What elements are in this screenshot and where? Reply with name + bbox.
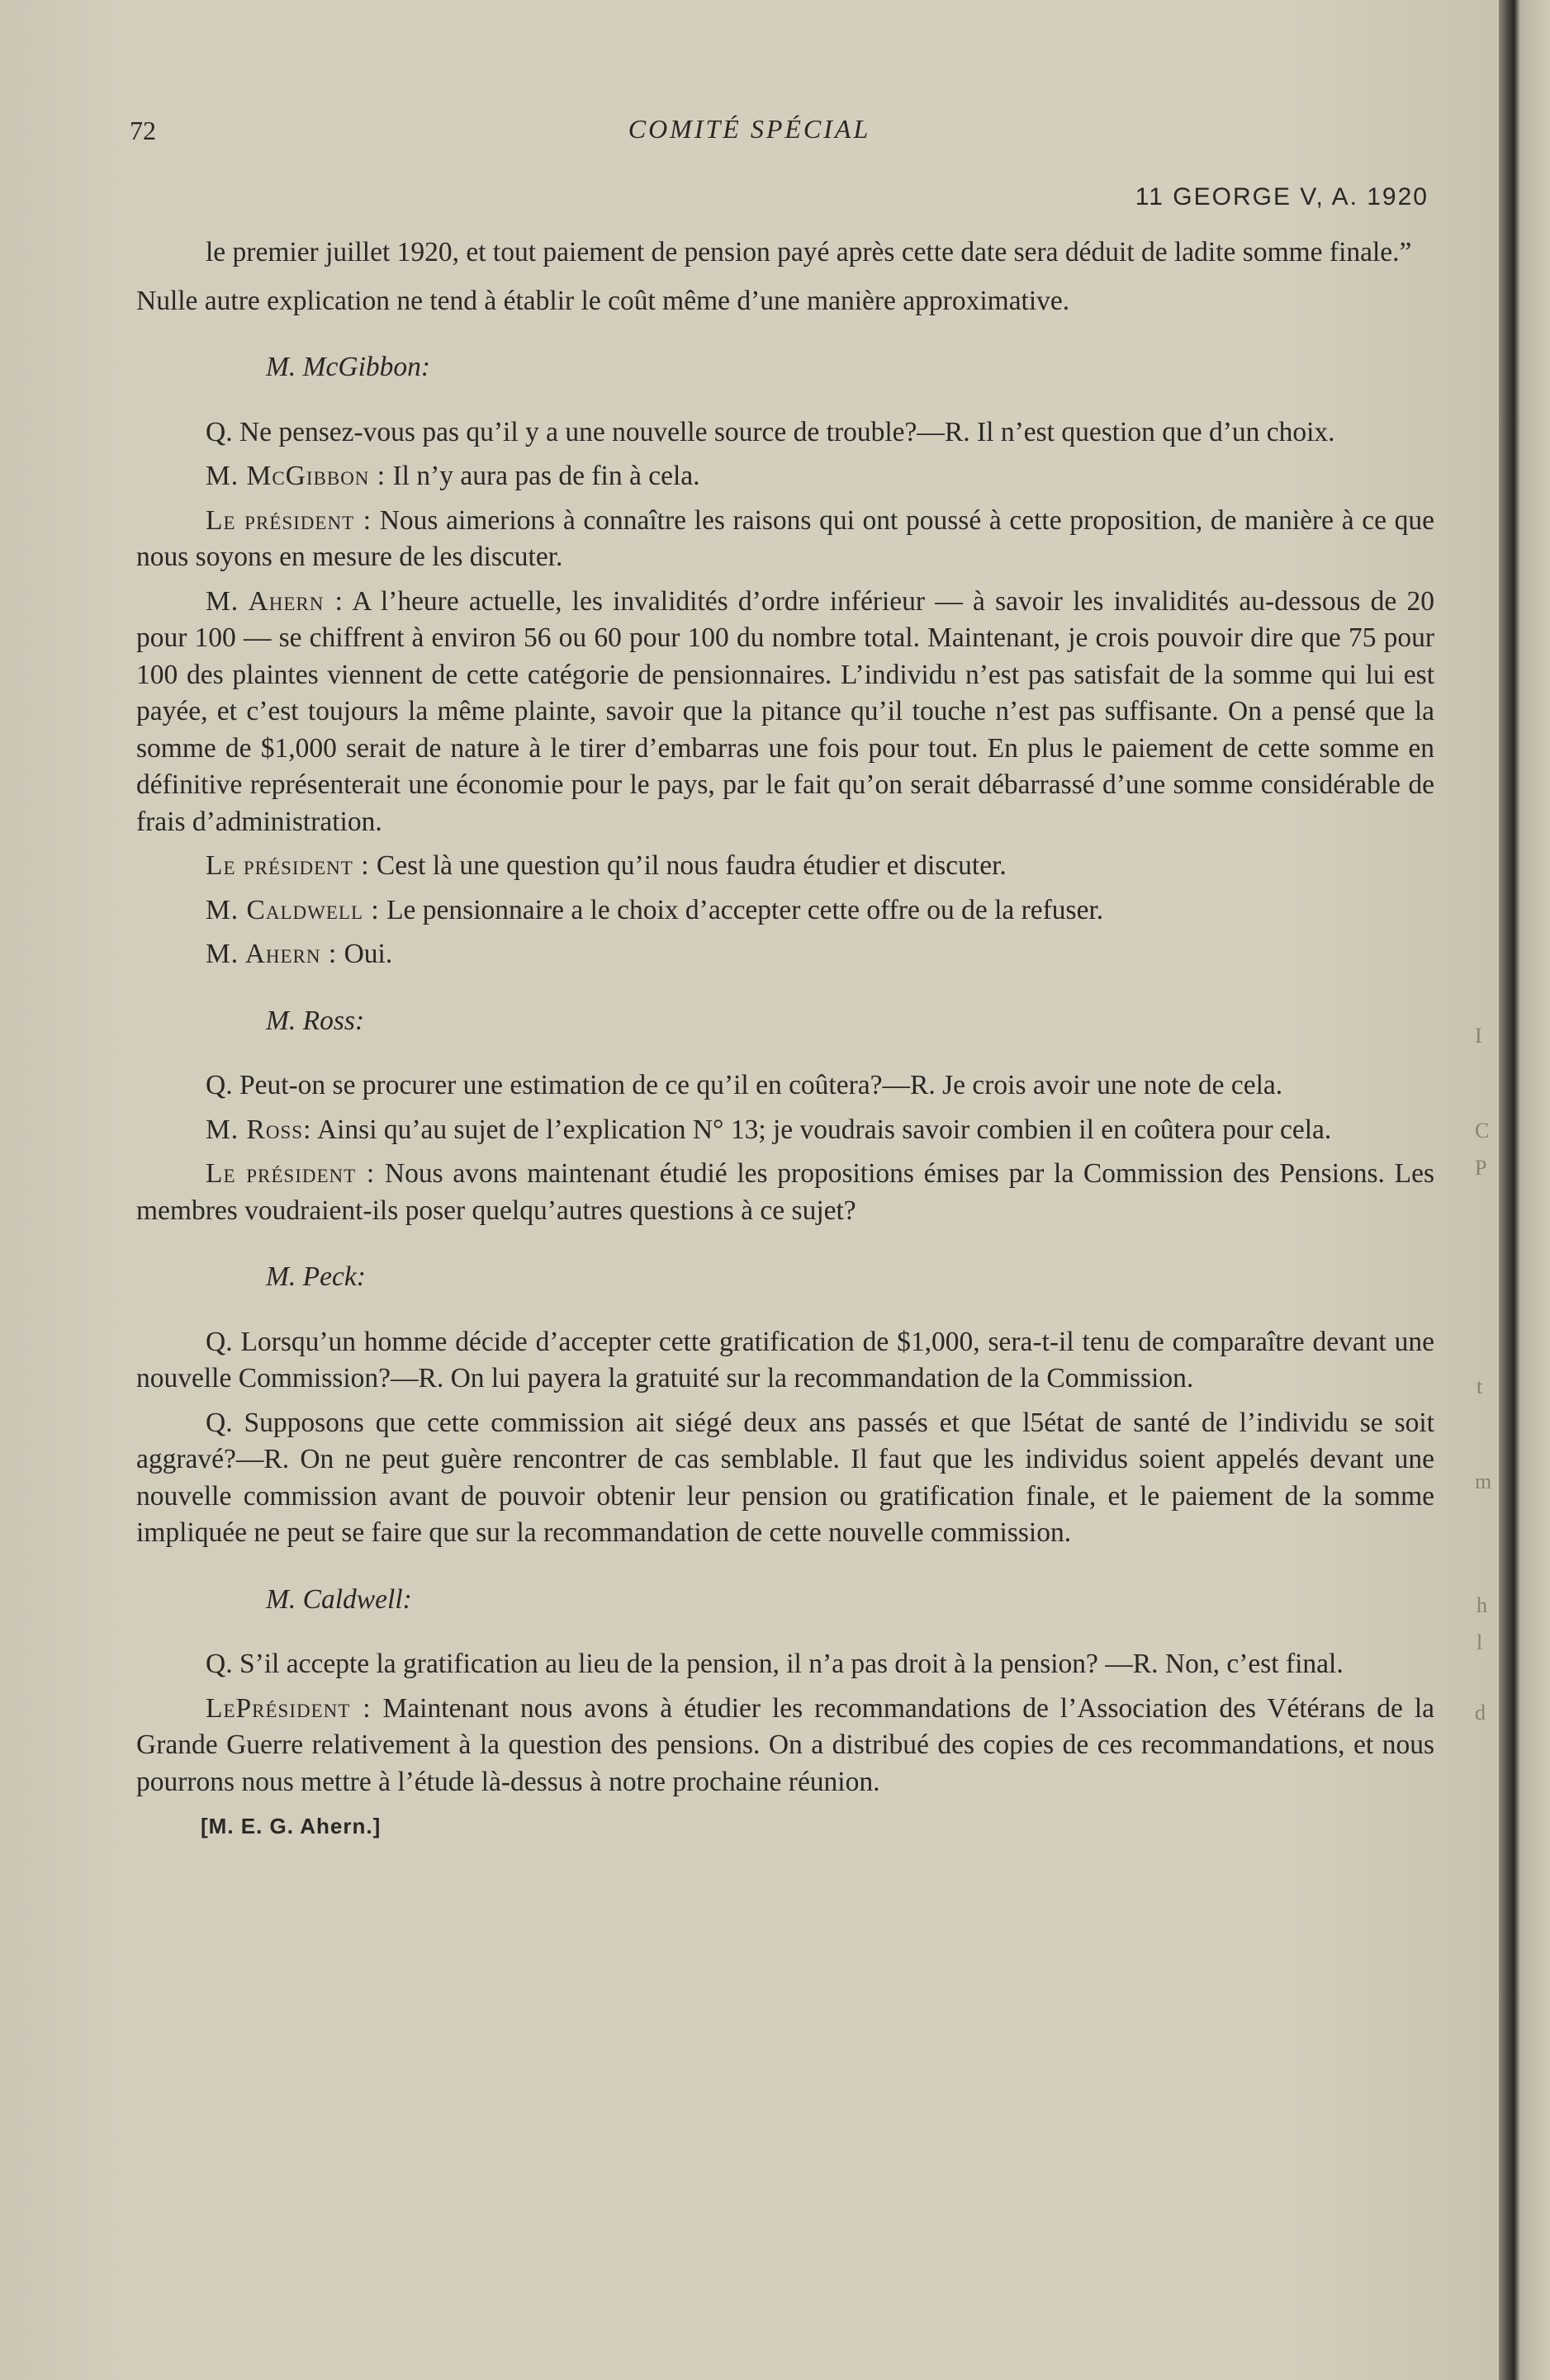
page-number: 72 bbox=[130, 116, 156, 145]
statement-text: Oui. bbox=[344, 939, 393, 969]
speaker-name: M. Ahern : bbox=[206, 585, 344, 617]
question-answer: Q. Lorsqu’un homme décide d’accepter cette gratification de $1,000, sera-t-il tenu de comparaître devant une nouvelle Commission?—R. On lui payera la gratuité sur la recommandation de la Commission. bbox=[136, 1326, 1434, 1393]
statement bbox=[136, 458, 1434, 495]
statement bbox=[136, 892, 1434, 930]
statement-text: Nous aimerions à connaître les raisons qui ont poussé à cette proposition, de manière à ce que nous soyons en mesure de les discuter. bbox=[136, 504, 1434, 572]
question-answer: Q. Supposons que cette commission ait siégé deux ans passés et que l5état de santé de l’individu se soit aggravé?—R. On ne peut guère rencontrer de cas semblable. Il faut que les individus soient appelés devant une nouvelle commission avant de pouvoir obtenir leur pension ou gratification finale, et le paiement de la somme impliquée ne peut se faire que sur la recommandation de cette nouvelle commission. bbox=[136, 1407, 1434, 1548]
statement-text: Le pensionnaire a le choix d’accepter cette offre ou de la refuser. bbox=[386, 894, 1104, 925]
statement bbox=[136, 1156, 1434, 1229]
statement-text: Maintenant nous avons à étudier les recommandations de l’Association des Vétérans de la Grande Guerre relativement à la question des pensions. On a distribué des copies de ces recommandations, et nous pourrons nous mettre à l’étude là-dessus à notre prochaine réunion. bbox=[136, 1692, 1435, 1797]
speaker-heading: M. Ross: bbox=[266, 1005, 365, 1036]
document-body bbox=[136, 234, 1434, 1845]
statement-text: Il n’y aura pas de fin à cela. bbox=[392, 461, 700, 491]
speaker-name: Le président : bbox=[206, 1158, 376, 1189]
statement-text: Cest là une question qu’il nous faudra étudier et discuter. bbox=[376, 850, 1007, 881]
attribution-note: [M. E. G. Ahern.] bbox=[201, 1814, 382, 1838]
session-label: 11 GEORGE V, A. 1920 bbox=[1135, 183, 1429, 211]
quote-continuation: le premier juillet 1920, et tout paiement de pension payé après cette date sera déduit de ladite somme finale.” bbox=[206, 237, 1412, 267]
statement bbox=[136, 503, 1434, 576]
statement bbox=[136, 1691, 1434, 1801]
margin-bleed-text: m bbox=[1475, 1469, 1492, 1493]
statement bbox=[136, 936, 1434, 973]
question-answer: Q. S’il accepte la gratification au lieu de la pension, il n’a pas droit à la pension? —R. Non, c’est final. bbox=[206, 1649, 1344, 1679]
statement-text: Nous avons maintenant étudié les propositions émises par la Commission des Pensions. Les membres voudraient-ils poser quelqu’autres questions à ce sujet? bbox=[136, 1158, 1434, 1226]
speaker-name: Le président : bbox=[206, 850, 370, 881]
speaker-heading: M. Peck: bbox=[266, 1261, 366, 1292]
speaker-name: M. McGibbon : bbox=[206, 461, 386, 491]
margin-bleed-text: h bbox=[1477, 1593, 1487, 1617]
speaker-name: M. Ahern : bbox=[206, 939, 338, 969]
running-head: COMITÉ SPÉCIAL bbox=[628, 114, 871, 144]
speaker-heading: M. McGibbon: bbox=[266, 352, 431, 382]
statement-text: Ainsi qu’au sujet de l’explication N° 13; je voudrais savoir combien il en coûtera pour cela. bbox=[316, 1114, 1332, 1145]
speaker-name: M. Ross: bbox=[206, 1114, 312, 1145]
margin-bleed-text: l bbox=[1477, 1630, 1483, 1654]
speaker-name: M. Caldwell : bbox=[206, 894, 380, 925]
speaker-heading: M. Caldwell: bbox=[266, 1583, 412, 1615]
speaker-name: Le président : bbox=[206, 504, 372, 536]
margin-bleed-text: t bbox=[1477, 1375, 1483, 1398]
paragraph: Nulle autre explication ne tend à établir le coût même d’une manière approximative. bbox=[136, 285, 1070, 316]
binding-gutter bbox=[1499, 0, 1550, 2380]
question-answer: Q. Ne pensez-vous pas qu’il y a une nouvelle source de trouble?—R. Il n’est question que d’un choix. bbox=[206, 416, 1335, 447]
margin-bleed-text: I bbox=[1475, 1024, 1482, 1048]
margin-bleed-text: P bbox=[1475, 1156, 1487, 1180]
statement-text: A l’heure actuelle, les invalidités d’ordre inférieur — à savoir les invalidités au-dessous de 20 pour 100 — se chiffrent à environ 56 ou 60 pour 100 du nombre total. Maintenant, je crois pouvoir dire que 75 pour 100 des plaintes viennent de cette catégorie de pensionnaires. L’individu n’est pas satisfait de la somme qui lui est payée, et c’est toujours la même plainte, savoir que la pitance qu’il touche n’est pas suffisante. On a pensé que la somme de $1,000 serait de nature à le tirer d’embarras une fois pour tout. En plus le paiement de cette somme en définitive représenterait une économie pour le pays, par le fait qu’on serait débarrassé d’une somme considérable de frais d’administration. bbox=[136, 585, 1434, 837]
margin-bleed-text: C bbox=[1475, 1119, 1490, 1143]
statement bbox=[136, 1112, 1434, 1149]
speaker-name: LePrésident : bbox=[206, 1692, 372, 1724]
statement bbox=[136, 848, 1434, 885]
question-answer: Q. Peut-on se procurer une estimation de ce qu’il en coûtera?—R. Je crois avoir une note de cela. bbox=[206, 1070, 1283, 1100]
margin-bleed-text: d bbox=[1475, 1701, 1486, 1725]
statement bbox=[136, 584, 1434, 841]
